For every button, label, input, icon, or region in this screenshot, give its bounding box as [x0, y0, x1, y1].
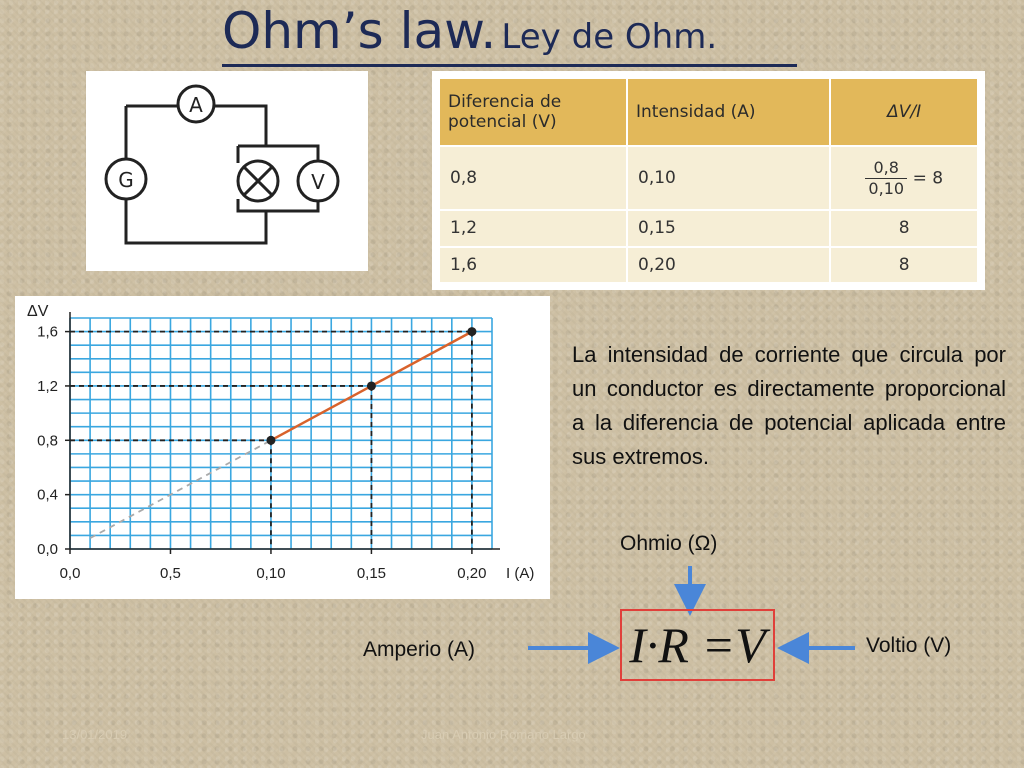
ammeter-icon [178, 86, 214, 122]
circuit-diagram [86, 71, 368, 271]
data-point [467, 327, 476, 336]
ampere-unit-label: Amperio (A) [363, 638, 476, 661]
slide-title [222, 2, 717, 68]
x-tick-label: 0,10 [256, 565, 286, 582]
data-table-panel [432, 71, 985, 290]
cell-current: 0,10 [627, 146, 830, 210]
x-axis-title: I (A) [506, 565, 535, 582]
table-row [439, 210, 978, 247]
y-tick-label: 1,2 [37, 377, 58, 395]
fraction-denominator: 0,10 [868, 178, 905, 198]
header-current: Intensidad (A) [627, 78, 830, 146]
volt-unit-label: Voltio (V) [866, 634, 952, 657]
cell-voltage: 1,6 [439, 247, 627, 284]
header-ratio: ΔV/I [830, 78, 978, 146]
x-tick-label: 0,5 [160, 565, 181, 582]
lamp-icon [238, 161, 278, 201]
y-tick-label: 0,0 [37, 541, 58, 558]
title-sub: Ley de Ohm. [501, 17, 718, 57]
footer-author: Juan Antonio Romano Largo [421, 727, 586, 742]
ohm-formula-box [620, 609, 775, 681]
cell-ratio: 8 [830, 247, 978, 284]
cell-current: 0,15 [627, 210, 830, 247]
table-row [439, 146, 978, 210]
y-tick-label: 0,4 [37, 486, 58, 504]
x-tick-label: 0,15 [356, 565, 387, 582]
ratio-result: = 8 [912, 168, 944, 188]
ohm-graph [15, 296, 550, 599]
cell-voltage: 0,8 [439, 146, 627, 210]
table-row [439, 247, 978, 284]
x-tick-label: 0,0 [59, 565, 81, 582]
y-tick-label: 0,8 [37, 432, 58, 450]
y-axis-title: ΔV [27, 303, 49, 320]
circuit-svg [86, 71, 368, 271]
ohm-graph-panel [15, 296, 550, 599]
ratio-fraction [865, 158, 907, 199]
cell-current: 0,20 [627, 247, 830, 284]
footer-date: 13/01/2019 [62, 727, 128, 742]
cell-voltage: 1,2 [439, 210, 627, 247]
data-point [266, 436, 275, 445]
voltmeter-icon [298, 161, 338, 201]
cell-ratio: 8 [830, 210, 978, 247]
title-main: Ohm’s law. [222, 2, 497, 60]
fraction-numerator: 0,8 [873, 157, 899, 177]
title-underline [222, 64, 797, 67]
ohm-unit-label: Ohmio (Ω) [620, 532, 718, 555]
generator-icon [106, 159, 146, 199]
header-voltage: Diferencia de potencial (V) [439, 78, 627, 146]
y-tick-label: 1,6 [37, 323, 58, 341]
ohm-formula: I·R =V [629, 617, 766, 673]
x-tick-label: 0,20 [457, 565, 487, 582]
ohm-law-description: La intensidad de corriente que circula por un conductor es directamente proporcional a la diferencia de potencial aplicada entre sus extremos. [572, 342, 1006, 469]
voltmeter-label: V [311, 170, 325, 194]
data-table [438, 77, 979, 284]
data-point [367, 381, 376, 390]
generator-label: G [118, 168, 134, 192]
table-header-row [439, 78, 978, 146]
extrapolation-line [90, 440, 271, 538]
cell-ratio [830, 146, 978, 210]
ammeter-label: A [189, 93, 203, 117]
